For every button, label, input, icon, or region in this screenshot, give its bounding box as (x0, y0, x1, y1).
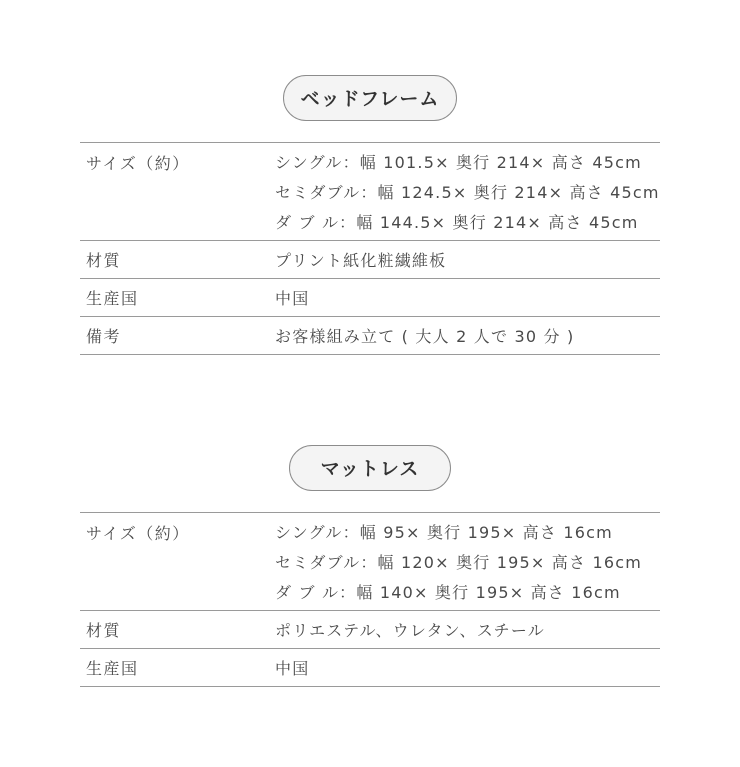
mattress-material-row (80, 611, 660, 649)
mattress-section (80, 445, 660, 687)
material-label: 材質 (86, 621, 122, 640)
origin-value: 中国 (275, 289, 310, 308)
material-value: プリント紙化粧繊維板 (275, 251, 447, 270)
bed-frame-heading: ベッドフレーム (283, 75, 457, 121)
mattress-size-row (80, 513, 660, 611)
size-label: サイズ（約） (86, 524, 190, 543)
bed-frame-origin-row (80, 279, 660, 317)
bed-frame-section (80, 75, 660, 355)
material-label: 材質 (86, 251, 122, 270)
size-values (275, 149, 660, 239)
size-double: ダ ブ ル：幅 144.5× 奥行 214× 高さ 45cm (275, 213, 639, 232)
size-single: シングル：幅 95× 奥行 195× 高さ 16cm (275, 523, 613, 542)
size-single: シングル：幅 101.5× 奥行 214× 高さ 45cm (275, 153, 642, 172)
size-double: ダ ブ ル：幅 140× 奥行 195× 高さ 16cm (275, 583, 621, 602)
size-semi-double: セミダブル：幅 120× 奥行 195× 高さ 16cm (275, 553, 643, 572)
size-label: サイズ（約） (86, 154, 190, 173)
notes-value: お客様組み立て ( 大人 2 人で 30 分 ) (275, 327, 575, 346)
mattress-spec-table (80, 512, 660, 687)
size-semi-double: セミダブル：幅 124.5× 奥行 214× 高さ 45cm (275, 183, 660, 202)
mattress-origin-row (80, 649, 660, 687)
material-value: ポリエステル、ウレタン、スチール (275, 621, 545, 640)
origin-label: 生産国 (86, 289, 139, 308)
notes-label: 備考 (86, 327, 122, 346)
size-values (275, 519, 660, 609)
bed-frame-spec-table (80, 142, 660, 355)
bed-frame-size-row (80, 143, 660, 241)
origin-value: 中国 (275, 659, 310, 678)
origin-label: 生産国 (86, 659, 139, 678)
bed-frame-notes-row (80, 317, 660, 355)
bed-frame-material-row (80, 241, 660, 279)
mattress-heading: マットレス (289, 445, 451, 491)
